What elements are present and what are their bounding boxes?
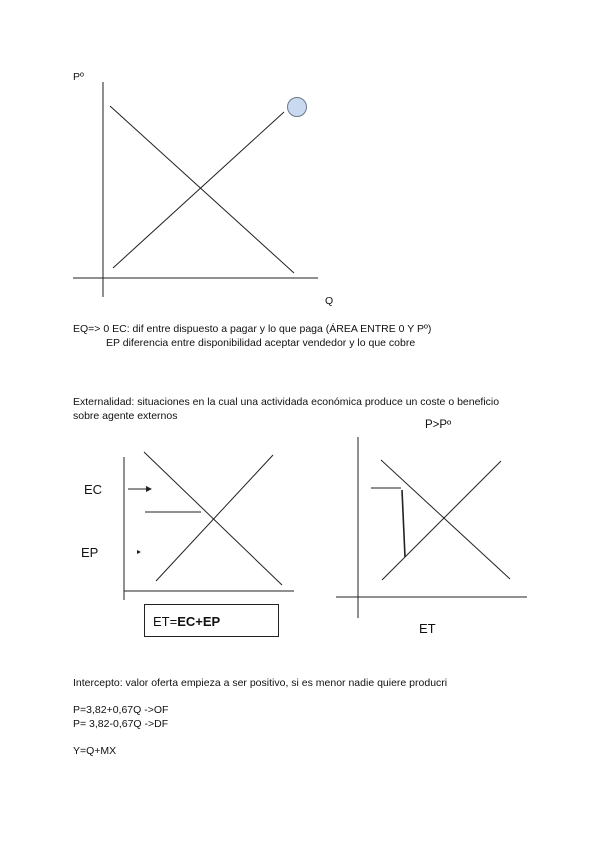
diagram1-supply-line bbox=[113, 112, 284, 268]
diagram1-chart bbox=[73, 82, 318, 297]
diagram3-supply-line bbox=[382, 461, 501, 580]
note-eq-line: EQ=> 0 EC: dif entre dispuesto a pagar y lo que paga (ÁREA ENTRE 0 Y Pº) bbox=[73, 323, 432, 335]
diagram2-chart bbox=[124, 452, 294, 600]
diagram2-ec-label: EC bbox=[84, 482, 103, 497]
diagram3-title: P>Pº bbox=[425, 419, 452, 431]
diagram2-ec-arrow-head bbox=[146, 486, 152, 492]
diagram2-demand-line bbox=[144, 452, 282, 585]
diagram3-et-label: ET bbox=[419, 621, 436, 636]
diagram3-vertical-gap bbox=[402, 490, 405, 557]
diagram2-ep-arrow-head bbox=[137, 550, 141, 554]
diagram2-formula-prefix: ET= bbox=[153, 614, 178, 629]
diagram3-chart bbox=[336, 437, 527, 618]
diagram1-y-label: Pº bbox=[73, 71, 84, 83]
diagram1-demand-line bbox=[110, 106, 294, 273]
diagram2-formula bbox=[153, 614, 220, 629]
diagram2-supply-line bbox=[156, 455, 273, 581]
note-ep-line: EP diferencia entre disponibilidad aceptar vendedor y lo que cobre bbox=[106, 337, 416, 349]
diagram1-circle-marker bbox=[288, 98, 307, 117]
note-externalidad-line1: Externalidad: situaciones en la cual una actividada económica produce un coste o beneficio bbox=[73, 396, 500, 408]
diagram2-formula-box bbox=[144, 604, 279, 637]
diagram1-x-label: Q bbox=[325, 295, 334, 307]
equation-oferta: P=3,82+0,67Q ->OF bbox=[73, 704, 169, 716]
diagram2-ep-label: EP bbox=[81, 545, 99, 560]
note-externalidad-line2: sobre agente externos bbox=[73, 410, 178, 422]
equation-y: Y=Q+MX bbox=[73, 745, 117, 757]
note-intercepto: Intercepto: valor oferta empieza a ser positivo, si es menor nadie quiere producri bbox=[73, 677, 448, 689]
diagram2-formula-bold: EC+EP bbox=[177, 614, 221, 629]
equation-demanda: P= 3,82-0,67Q ->DF bbox=[73, 718, 169, 730]
